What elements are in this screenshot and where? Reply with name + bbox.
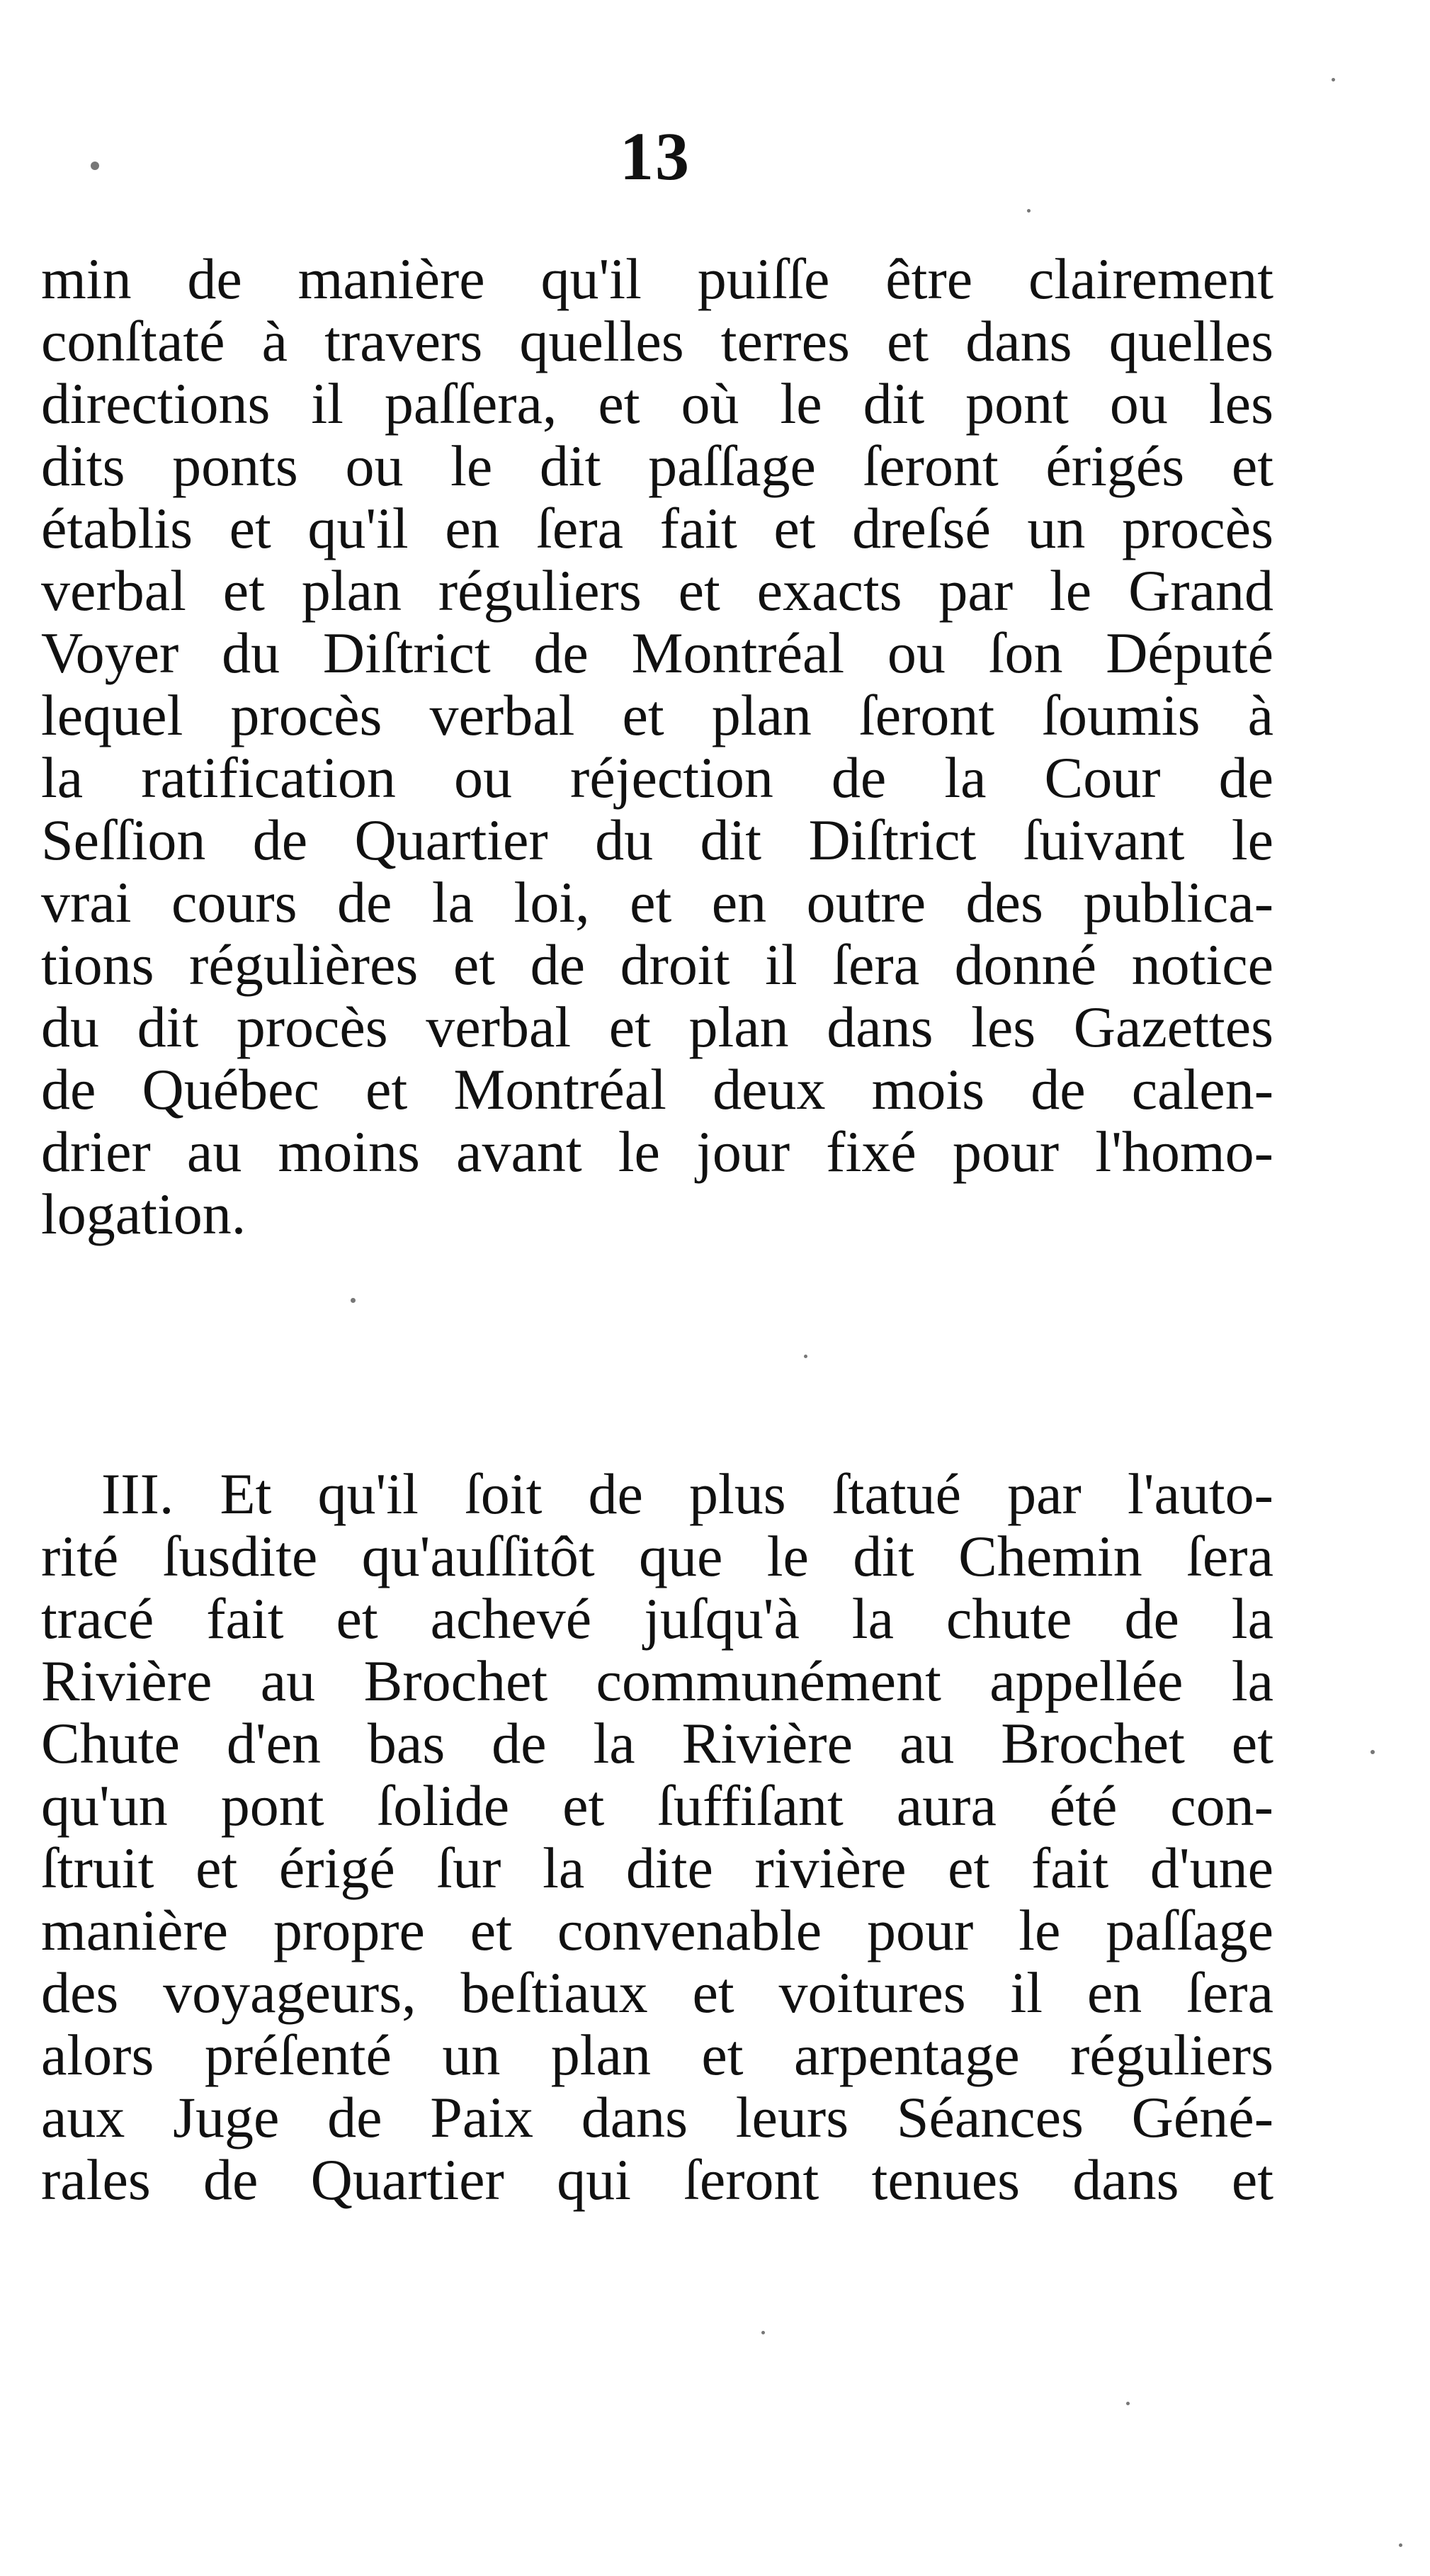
text-line: des voyageurs, beſtiaux et voitures il en ſera: [41, 1960, 1273, 2025]
text-line: tracé fait et achevé juſqu'à la chute de la: [41, 1586, 1273, 1651]
speck: [1027, 209, 1031, 213]
text-line: logation.: [41, 1182, 246, 1246]
text-line: établis et qu'il en ſera fait et dreſsé un procès: [41, 496, 1273, 560]
text-line: drier au moins avant le jour fixé pour l'homo-: [41, 1119, 1273, 1184]
speck: [1332, 78, 1335, 81]
text-line: conſtaté à travers quelles terres et dans quelles: [41, 309, 1273, 373]
text-line: III. Et qu'il ſoit de plus ſtatué par l'auto-: [101, 1462, 1273, 1526]
text-line: Rivière au Brochet communément appellée la: [41, 1649, 1273, 1713]
text-line: Seſſion de Quartier du dit Diſtrict ſuivant le: [41, 808, 1273, 872]
text-line: Chute d'en bas de la Rivière au Brochet et: [41, 1711, 1273, 1775]
text-line: verbal et plan réguliers et exacts par le Grand: [41, 558, 1273, 623]
text-line: ſtruit et érigé ſur la dite rivière et fait d'une: [41, 1836, 1273, 1900]
paragraph-continuation: [41, 248, 1273, 1245]
page-number: 13: [620, 118, 691, 194]
text-line: min de manière qu'il puiſſe être clairement: [41, 247, 1273, 311]
speck: [1126, 2402, 1130, 2405]
speck: [1371, 1750, 1375, 1754]
text-line: de Québec et Montréal deux mois de calen-: [41, 1057, 1273, 1122]
speck: [761, 2331, 765, 2334]
text-line: Voyer du Diſtrict de Montréal ou ſon Député: [41, 621, 1273, 685]
text-line: manière propre et convenable pour le paſſage: [41, 1898, 1273, 1962]
text-line: aux Juge de Paix dans leurs Séances Géné-: [41, 2085, 1273, 2150]
text-line: tions régulières et de droit il ſera donné notice: [41, 932, 1273, 997]
speck: [1399, 2543, 1402, 2547]
text-line: vrai cours de la loi, et en outre des publica-: [41, 870, 1273, 934]
text-line: qu'un pont ſolide et ſuffiſant aura été con-: [41, 1773, 1273, 1838]
paragraph-section-iii: [41, 1463, 1273, 2211]
text-line: dits ponts ou le dit paſſage ſeront érigés et: [41, 434, 1273, 498]
text-line: lequel procès verbal et plan ſeront ſoumis à: [41, 683, 1273, 747]
text-line: directions il paſſera, et où le dit pont ou les: [41, 371, 1273, 436]
text-line: la ratification ou réjection de la Cour de: [41, 745, 1273, 810]
speck: [91, 162, 99, 170]
speck: [804, 1355, 807, 1358]
text-line: rité ſusdite qu'auſſitôt que le dit Chemin ſera: [41, 1524, 1273, 1588]
text-line: alors préſenté un plan et arpentage réguliers: [41, 2023, 1273, 2087]
text-line: rales de Quartier qui ſeront tenues dans et: [41, 2147, 1273, 2212]
speck: [351, 1298, 356, 1303]
text-line: du dit procès verbal et plan dans les Gazettes: [41, 995, 1273, 1059]
